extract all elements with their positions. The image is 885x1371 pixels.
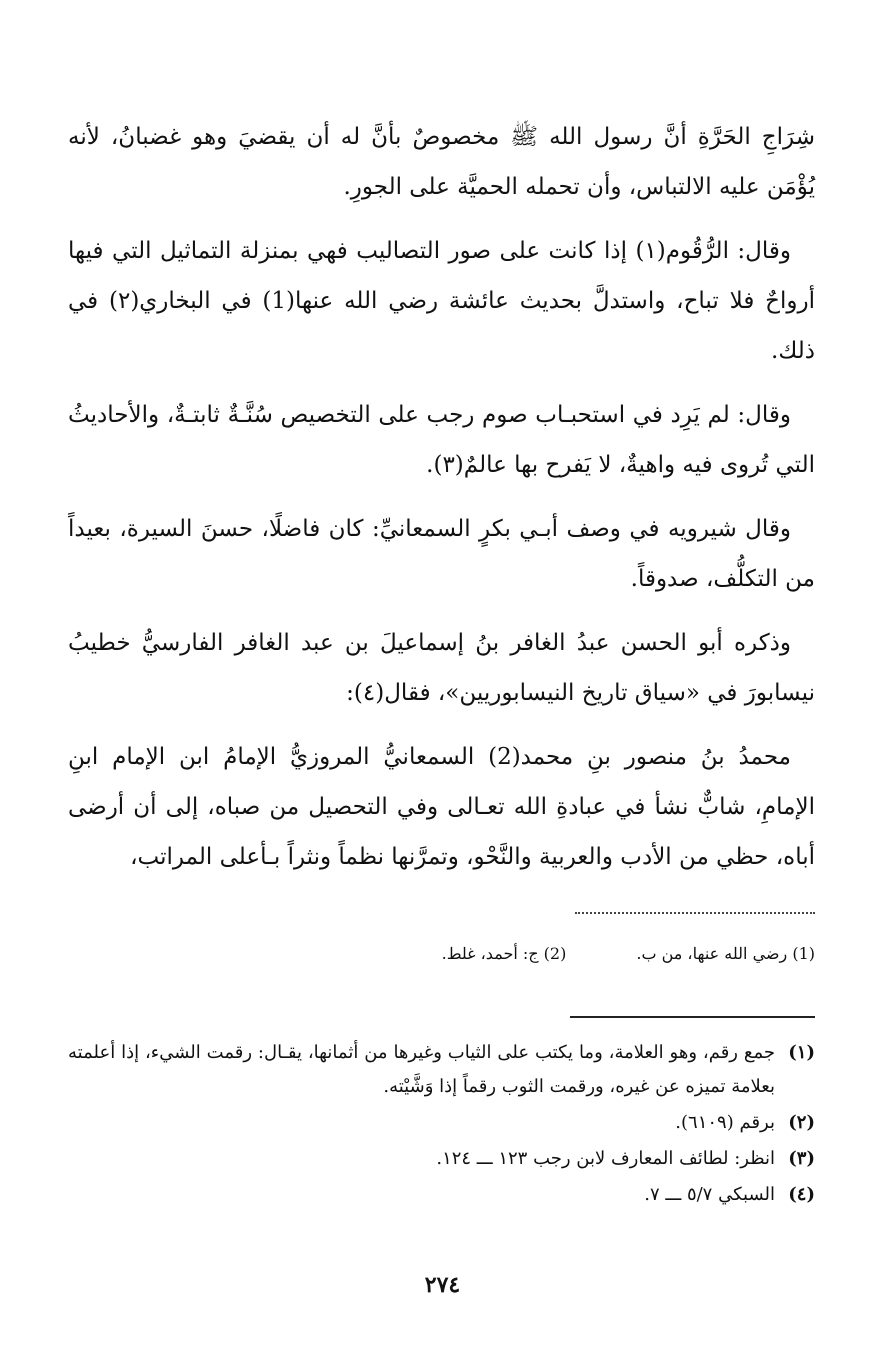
paragraph-1: شِرَاجِ الحَرَّةِ أنَّ رسول الله ﷺ مخصوصٌ بأنَّ له أن يقضيَ وهو غضبانُ، لأنه يُؤْمَن عليه الالتباس، وأن تحمله الحميَّة على الجورِ.	[68, 124, 815, 200]
footnote-text: السبكي ٥/٧ ـــ ٧.	[644, 1184, 775, 1205]
paragraph-3: وقال: لم يَرِد في استحبـاب صوم رجب على التخصيص سُنَّـةٌ ثابتـةٌ، والأحاديثُ التي تُروى فيه واهيةٌ، لا يَفرح بها عالمٌ(٣).	[68, 402, 815, 478]
manuscript-note-2: (2) ج: أحمد، غلط.	[441, 944, 567, 963]
footnote-text: برقم (٦١٠٩).	[675, 1112, 775, 1133]
footnote-number: (٢)	[788, 1112, 815, 1133]
footnote-text: انظر: لطائف المعارف لابن رجب ١٢٣ ـــ ١٢٤.	[436, 1148, 775, 1169]
paragraph-6: محمدُ بنُ منصور بنِ محمد(2) السمعانيُّ المروزيُّ الإمامُ ابن الإمام ابنِ الإمامِ، شابٌّ نشأ في عبادةِ الله تعـالى وفي التحصيل من صباه، إلى أن أرضى أباه، حظي من الأدب والعربية والنَّحْو، وتمرَّنها نظماً ونثراً بـأعلى المراتب،	[68, 744, 815, 870]
paragraph-5: وذكره أبو الحسن عبدُ الغافر بنُ إسماعيلَ بن عبد الغافر الفارسيُّ خطيبُ نيسابورَ في «سياق تاريخ النيسابوريين»، فقال(٤):	[68, 630, 815, 706]
dotted-separator	[575, 912, 815, 914]
footnote-2	[68, 1106, 815, 1140]
footnote-number: (٤)	[788, 1184, 815, 1205]
paragraph-2: وقال: الرُّقُوم(١) إذا كانت على صور التصاليب فهي بمنزلة التماثيل التي فيها أرواحٌ فلا تباح، واستدلَّ بحديث عائشة رضي الله عنها(1) في البخاري(٢) في ذلك.	[68, 238, 815, 364]
footnote-1	[68, 1036, 815, 1104]
paragraph-4: وقال شيرويه في وصف أبـي بكرٍ السمعانيِّ: كان فاضلًا، حسنَ السيرة، بعيداً من التكلُّف، صدوقاً.	[68, 516, 815, 592]
manuscript-note-1: (1) رضي الله عنها، من ب.	[636, 944, 815, 963]
footnote-rule	[570, 1016, 815, 1018]
main-text	[68, 112, 815, 896]
footnote-4	[68, 1178, 815, 1212]
manuscript-notes	[68, 940, 815, 968]
footnote-number: (٣)	[788, 1148, 815, 1169]
footnote-number: (١)	[788, 1042, 815, 1063]
footnote-text: جمع رقم، وهو العلامة، وما يكتب على الثياب وغيرها من أثمانها، يقـال: رقمت الشيء، إذا أعلمته بعلامة تميزه عن غيره، ورقمت الثوب رقماً إذا وَشَّيْته.	[68, 1042, 775, 1097]
footnote-3	[68, 1142, 815, 1176]
page-number: ٢٧٤	[424, 1272, 461, 1298]
footnotes	[68, 1036, 815, 1214]
